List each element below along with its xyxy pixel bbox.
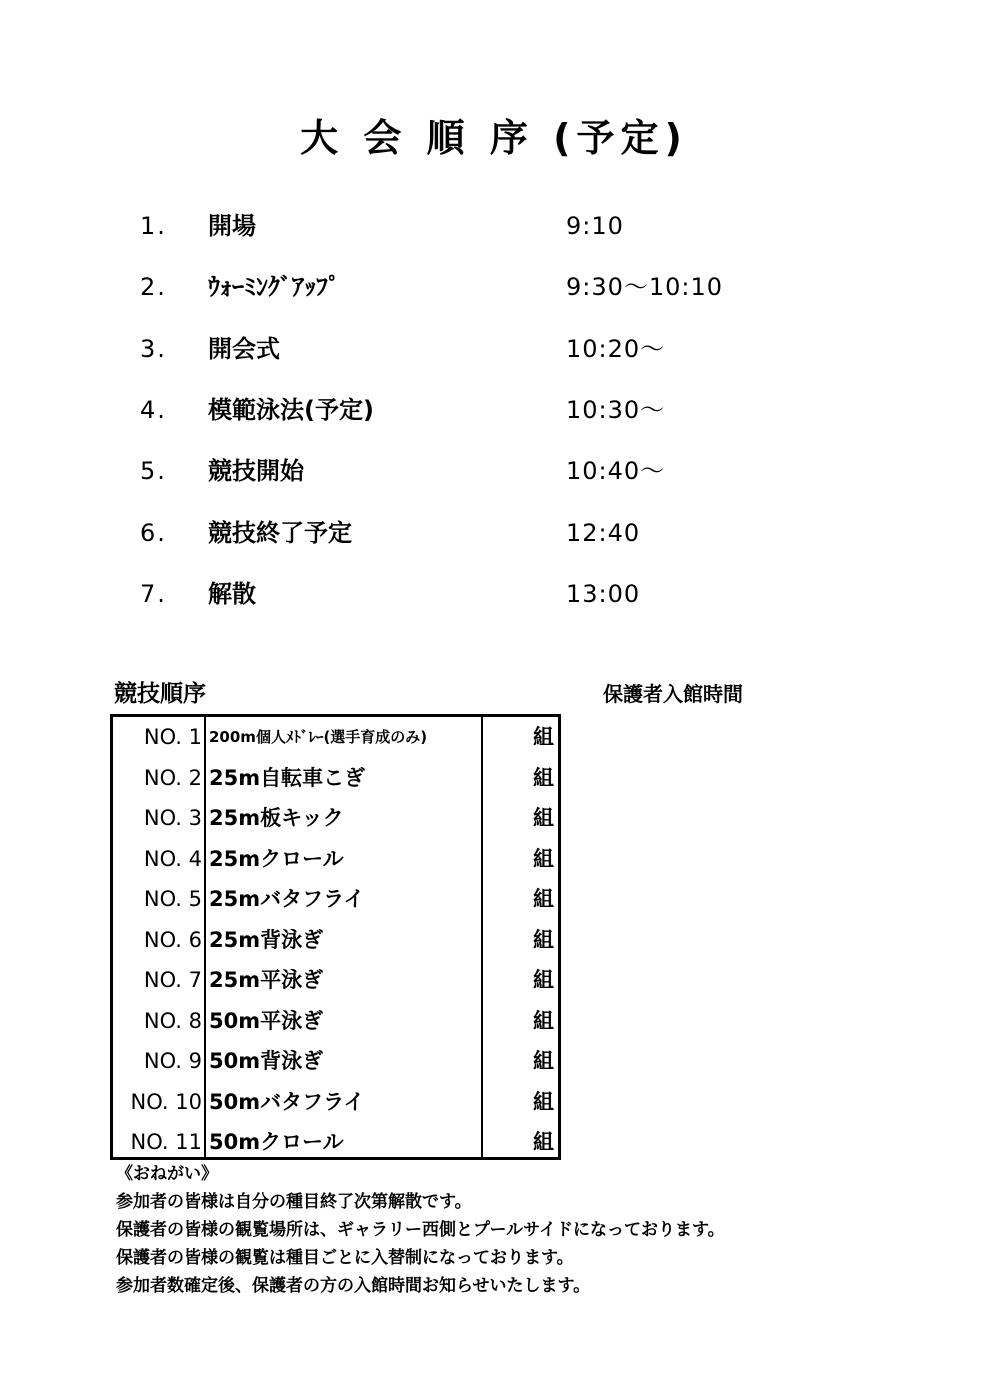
table-row — [113, 1122, 558, 1163]
table-row — [113, 879, 558, 920]
schedule-row — [0, 206, 988, 246]
event-name: 50mクロール — [209, 1130, 344, 1154]
notes-heading: 《おねがい》 — [116, 1164, 218, 1184]
event-number: NO. 11 — [130, 1130, 202, 1154]
table-row — [113, 839, 558, 880]
schedule-row — [0, 513, 988, 553]
notes-line: 保護者の皆様の観覧場所は、ギャラリー西側とプールサイドになっております。 — [116, 1220, 725, 1240]
schedule-number: 3. — [140, 335, 167, 363]
schedule-item-name: 開会式 — [208, 335, 280, 363]
event-number: NO. 6 — [143, 927, 202, 952]
schedule-row — [0, 329, 988, 369]
event-group: 組 — [533, 846, 554, 871]
event-number: NO. 10 — [130, 1089, 202, 1114]
event-number: NO. 4 — [143, 846, 202, 871]
event-group: 組 — [533, 1049, 554, 1073]
event-name: 25m背泳ぎ — [209, 927, 324, 952]
event-name: 25mクロール — [209, 846, 344, 871]
event-name: 25mバタフライ — [209, 887, 365, 911]
schedule-number: 5. — [140, 457, 167, 485]
table-row — [113, 758, 558, 799]
event-name: 50mバタフライ — [209, 1089, 365, 1114]
guardian-entry-heading: 保護者入館時間 — [603, 682, 743, 706]
notes-section — [116, 1160, 725, 1300]
schedule-item-name: 模範泳法(予定) — [208, 396, 374, 424]
schedule-time: 10:40～ — [566, 457, 666, 485]
table-row — [113, 798, 558, 839]
event-group: 組 — [533, 887, 554, 911]
event-name: 25m自転車こぎ — [209, 765, 366, 790]
schedule-time: 9:30～10:10 — [566, 273, 724, 301]
event-name: 50m平泳ぎ — [209, 1008, 324, 1033]
event-number: NO. 7 — [143, 968, 202, 992]
event-group: 組 — [533, 1089, 554, 1114]
event-group: 組 — [533, 927, 554, 952]
page-title: 大 会 順 序 (予定) — [300, 116, 688, 160]
event-order-table — [110, 714, 561, 1160]
event-name: 25m平泳ぎ — [209, 968, 324, 992]
notes-line: 参加者数確定後、保護者の方の入館時間お知らせいたします。 — [116, 1276, 591, 1296]
schedule-number: 6. — [140, 519, 167, 547]
table-row — [113, 960, 558, 1001]
event-group: 組 — [533, 968, 554, 992]
event-name: 200m個人ﾒﾄﾞﾚｰ(選手育成のみ) — [209, 728, 428, 746]
schedule-time: 12:40 — [566, 519, 641, 547]
order-heading: 競技順序 — [114, 681, 206, 707]
table-row — [113, 1001, 558, 1042]
schedule-time: 10:20～ — [566, 335, 666, 363]
event-number: NO. 5 — [143, 887, 202, 911]
event-number: NO. 9 — [143, 1049, 202, 1073]
table-row — [113, 1041, 558, 1082]
event-number: NO. 1 — [143, 725, 202, 749]
event-group: 組 — [533, 806, 554, 830]
schedule-row — [0, 267, 988, 307]
schedule-number: 2. — [140, 273, 167, 301]
schedule-item-name: 開場 — [208, 212, 256, 240]
schedule-item-name: 解散 — [208, 580, 256, 608]
schedule-row — [0, 451, 988, 491]
event-number: NO. 2 — [143, 765, 202, 790]
schedule-time: 10:30～ — [566, 396, 666, 424]
schedule-number: 7. — [140, 580, 167, 608]
schedule-number: 4. — [140, 396, 167, 424]
table-row — [113, 717, 558, 758]
table-row — [113, 1082, 558, 1123]
schedule-row — [0, 574, 988, 614]
table-row — [113, 920, 558, 961]
event-group: 組 — [533, 765, 554, 790]
event-group: 組 — [533, 725, 554, 749]
event-group: 組 — [533, 1008, 554, 1033]
event-number: NO. 8 — [143, 1008, 202, 1033]
event-number: NO. 3 — [143, 806, 202, 830]
schedule-item-name: 競技終了予定 — [208, 519, 352, 547]
schedule-time: 9:10 — [566, 212, 624, 240]
notes-line: 参加者の皆様は自分の種目終了次第解散です。 — [116, 1192, 472, 1212]
event-name: 25m板キック — [209, 806, 344, 830]
event-name: 50m背泳ぎ — [209, 1049, 324, 1073]
schedule-number: 1. — [140, 212, 167, 240]
event-group: 組 — [533, 1130, 554, 1154]
schedule-time: 13:00 — [566, 580, 641, 608]
schedule-row — [0, 390, 988, 430]
notes-line: 保護者の皆様の観覧は種目ごとに入替制になっております。 — [116, 1248, 574, 1268]
schedule-item-name: ｳｫｰﾐﾝｸﾞｱｯﾌﾟ — [208, 273, 340, 301]
schedule-item-name: 競技開始 — [208, 457, 304, 485]
